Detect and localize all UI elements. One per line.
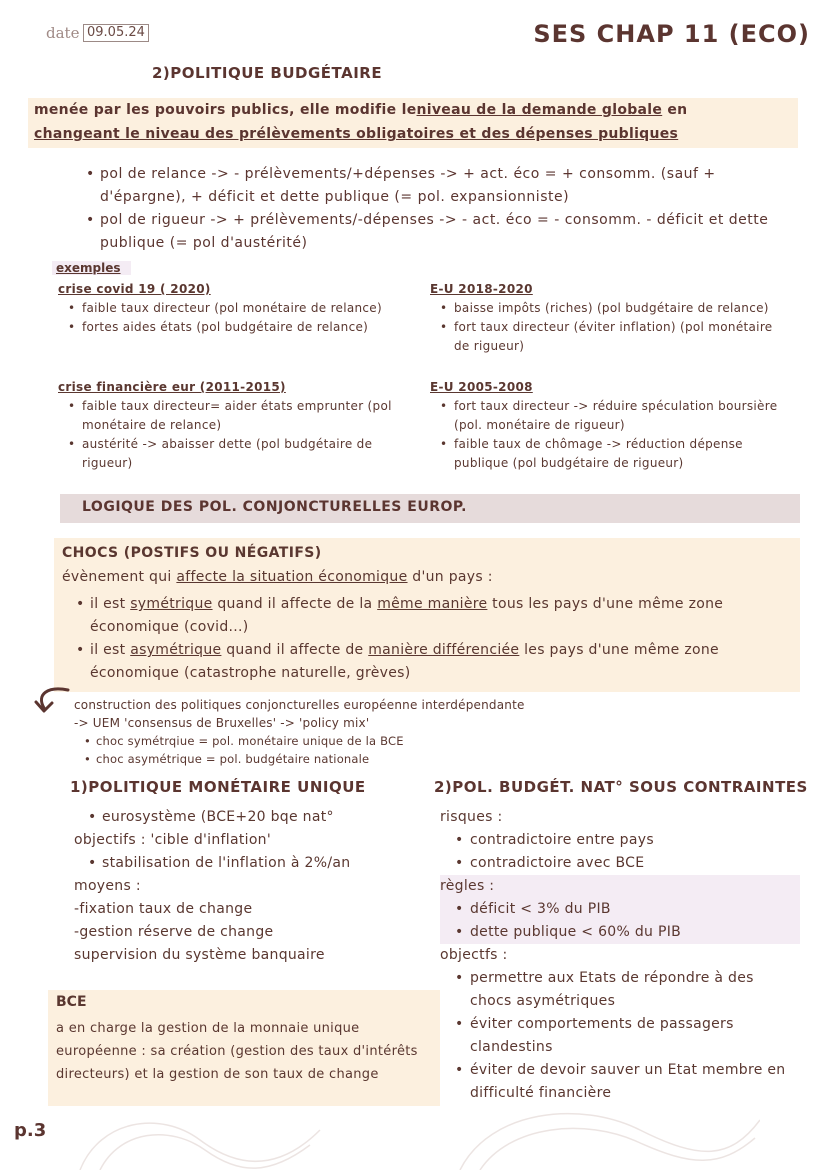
list-item: • fort taux directeur (éviter inflation) (pol monétaire de rigueur) <box>454 318 790 356</box>
list-item: • éviter de devoir sauver un Etat membre en difficulté financière <box>470 1059 800 1105</box>
regles-label: règles : <box>440 878 495 894</box>
section-title-politique-budgetaire: 2)POLITIQUE BUDGÉTAIRE <box>152 64 383 82</box>
list-item: • choc asymétrique = pol. budgétaire nationale <box>96 750 674 768</box>
examples-title: exemples <box>52 261 131 275</box>
examples-right-2 <box>430 378 800 473</box>
list-item: • baisse impôts (riches) (pol budgétaire de relance) <box>454 299 790 318</box>
text: il est <box>90 642 126 658</box>
examples-left-2 <box>58 378 418 473</box>
text: tous les pays d'une même zone économique (covid...) <box>90 596 724 635</box>
list-item: • faible taux de chômage -> réduction dépense publique (pol budgétaire de rigueur) <box>454 435 800 473</box>
list-item-asymetrique <box>90 639 790 685</box>
underlined-text: même manière <box>377 596 488 612</box>
list-item-rigueur: • pol de rigueur -> + prélèvements/-dépenses -> - act. éco = - consomm. - déficit et dette publique (= pol d'austérité) <box>100 209 790 255</box>
list-item: • faible taux directeur (pol monétaire de relance) <box>82 299 408 318</box>
page-title: SES CHAP 11 (ECO) <box>533 20 810 48</box>
example-heading: E-U 2018-2020 <box>430 282 533 296</box>
logique-band <box>60 494 800 523</box>
monetary-list <box>74 806 434 967</box>
list-item-symetrique <box>90 593 790 639</box>
objectifs-label: objectfs : <box>440 947 508 963</box>
chocs-title: CHOCS (POSTIFS OU NÉGATIFS) <box>62 545 322 561</box>
bce-title: BCE <box>56 994 87 1010</box>
policy-list <box>100 163 790 255</box>
construction-line-1: construction des politiques conjoncturelles européenne interdépendante <box>74 698 525 712</box>
example-heading: E-U 2005-2008 <box>430 380 533 394</box>
construction-block <box>74 696 674 768</box>
list-item: • stabilisation de l'inflation à 2%/an <box>74 852 434 875</box>
list-item: • permettre aux Etats de répondre à des chocs asymétriques <box>470 967 800 1013</box>
list-line: supervision du système banquaire <box>74 947 325 963</box>
chocs-definition <box>62 569 493 585</box>
curved-arrow-icon <box>34 684 74 720</box>
list-item: • fort taux directeur -> réduire spéculation boursière (pol. monétaire de rigueur) <box>454 397 800 435</box>
date-value: 09.05.24 <box>83 24 149 42</box>
list-item: • déficit < 3% du PIB <box>470 898 800 921</box>
text: quand il affecte de la <box>217 596 373 612</box>
section-title-politique-monetaire: 1)POLITIQUE MONÉTAIRE UNIQUE <box>70 778 366 796</box>
bce-text: a en charge la gestion de la monnaie unique européenne : sa création (gestion des taux d'intérêts directeurs) et la gestion de son taux de change <box>56 1021 418 1082</box>
text: les pays d'une même zone économique (catastrophe naturelle, grèves) <box>90 642 719 681</box>
list-item: • contradictoire avec BCE <box>470 852 800 875</box>
list-item: • fortes aides états (pol budgétaire de relance) <box>82 318 408 337</box>
list-item: • faible taux directeur= aider états emprunter (pol monétaire de relance) <box>82 397 418 435</box>
definition-underlined: niveau de la demande globale <box>416 102 663 118</box>
list-line: objectifs : 'cible d'inflation' <box>74 832 272 848</box>
list-item: • eurosystème (BCE+20 bqe nat° <box>74 806 434 829</box>
underlined-text: manière différenciée <box>368 642 520 658</box>
list-item: • austérité -> abaisser dette (pol budgétaire de rigueur) <box>82 435 418 473</box>
list-item: • éviter comportements de passagers clandestins <box>470 1013 800 1059</box>
text: il est <box>90 596 126 612</box>
risques-label: risques : <box>440 809 503 825</box>
text: évènement qui <box>62 569 172 585</box>
underlined-text: affecte la situation économique <box>176 569 408 585</box>
budget-nat-list <box>440 806 800 1105</box>
text: d'un pays : <box>412 569 493 585</box>
list-item: • choc symétrqiue = pol. monétaire unique de la BCE <box>96 732 674 750</box>
list-item: • dette publique < 60% du PIB <box>470 921 800 944</box>
list-line: -fixation taux de change <box>74 901 253 917</box>
underlined-text: asymétrique <box>130 642 222 658</box>
section-title-logique: LOGIQUE DES POL. CONJONCTURELLES EUROP. <box>82 499 467 515</box>
underlined-text: symétrique <box>130 596 213 612</box>
examples-right-1 <box>430 280 790 356</box>
examples-left-1 <box>58 280 408 337</box>
date-label: date <box>46 24 80 42</box>
list-line: -gestion réserve de change <box>74 924 274 940</box>
text: quand il affecte de <box>226 642 364 658</box>
example-heading: crise financière eur (2011-2015) <box>58 380 286 394</box>
definition-text: menée par les pouvoirs publics, elle modifie le <box>34 102 417 118</box>
list-item: • contradictoire entre pays <box>470 829 800 852</box>
list-item-relance: • pol de relance -> - prélèvements/+dépenses -> + act. éco = + consomm. (sauf + d'épargne), + déficit et dette publique (= pol. expansionniste) <box>100 163 790 209</box>
page-number: p.3 <box>14 1120 47 1141</box>
chocs-box <box>54 538 800 692</box>
construction-line-2: -> UEM 'consensus de Bruxelles' -> 'policy mix' <box>74 716 370 730</box>
regles-highlight <box>440 875 800 944</box>
decorative-wave-icon <box>40 1080 760 1170</box>
definition-highlight <box>28 98 798 148</box>
definition-line-1 <box>28 98 798 122</box>
chocs-list <box>90 593 790 685</box>
example-heading: crise covid 19 ( 2020) <box>58 282 211 296</box>
definition-line-2: changeant le niveau des prélèvements obligatoires et des dépenses publiques <box>34 126 679 142</box>
section-title-pol-budget-nat: 2)POL. BUDGÉT. NAT° SOUS CONTRAINTES <box>434 778 808 796</box>
list-line: moyens : <box>74 878 141 894</box>
definition-text: en <box>667 102 688 118</box>
